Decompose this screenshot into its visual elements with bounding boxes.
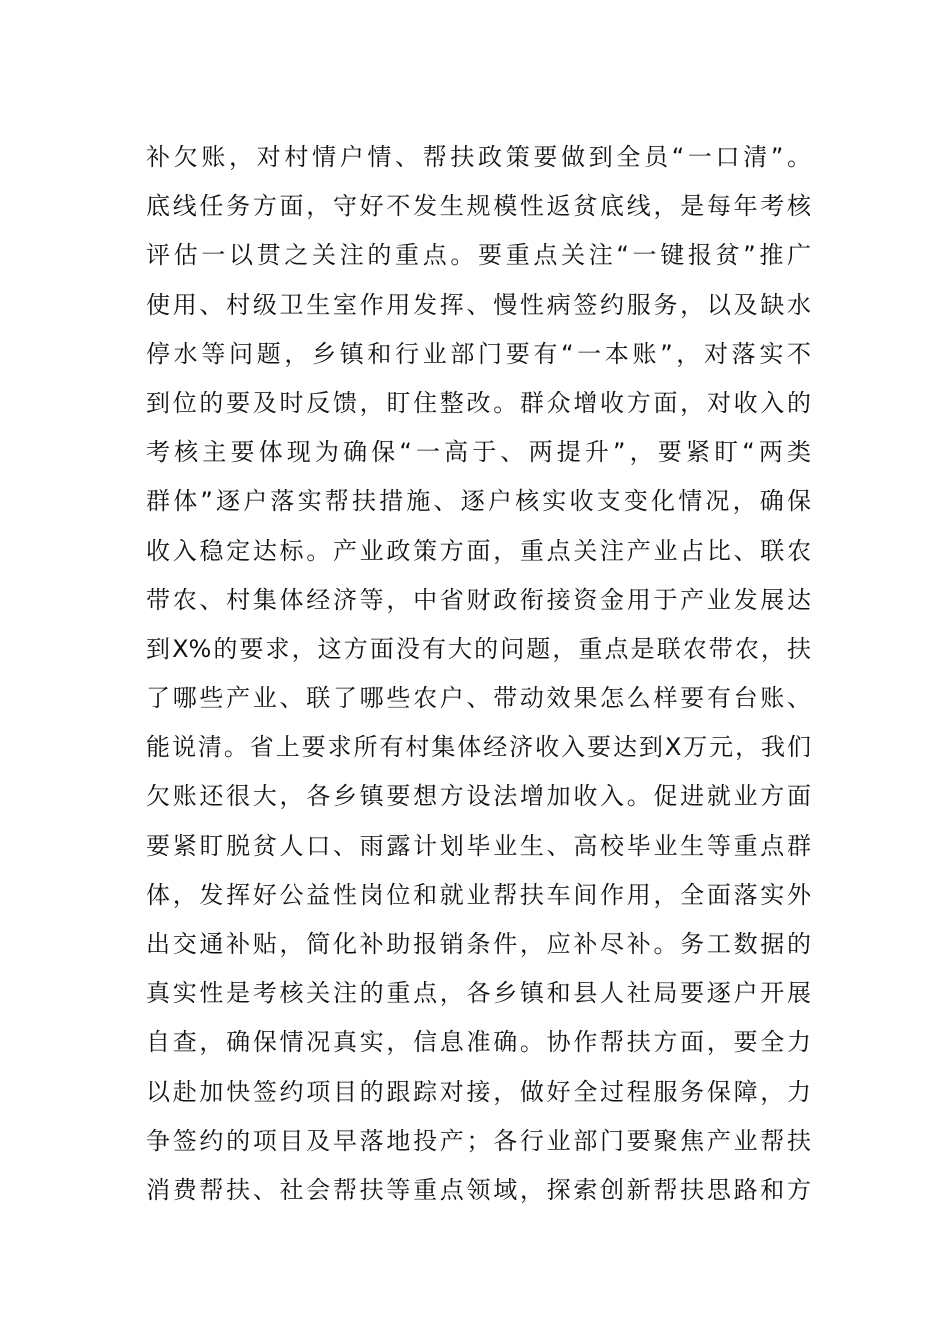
text-line: 以赴加快签约项目的跟踪对接，做好全过程服务保障，力 — [146, 1077, 811, 1106]
text-line: 使用、村级卫生室作用发挥、慢性病签约服务，以及缺水 — [146, 290, 811, 319]
text-line: 体，发挥好公益性岗位和就业帮扶车间作用，全面落实外 — [146, 880, 811, 909]
text-line: 补欠账，对村情户情、帮扶政策要做到全员“一口清”。 — [146, 143, 811, 171]
text-line: 欠账还很大，各乡镇要想方设法增加收入。促进就业方面 — [146, 782, 811, 811]
text-line: 要紧盯脱贫人口、雨露计划毕业生、高校毕业生等重点群 — [146, 831, 811, 860]
text-line: 争签约的项目及早落地投产；各行业部门要聚焦产业帮扶 — [146, 1126, 811, 1155]
text-line: 停水等问题，乡镇和行业部门要有“一本账”，对落实不 — [146, 339, 811, 368]
text-line: 考核主要体现为确保“一高于、两提升”，要紧盯“两类 — [146, 438, 811, 467]
text-line: 评估一以贯之关注的重点。要重点关注“一键报贫”推广 — [146, 241, 811, 270]
text-line: 了哪些产业、联了哪些农户、带动效果怎么样要有台账、 — [146, 684, 811, 713]
text-line: 带农、村集体经济等，中省财政衔接资金用于产业发展达 — [146, 585, 811, 614]
text-line: 群体”逐户落实帮扶措施、逐户核实收支变化情况，确保 — [146, 487, 811, 516]
text-line: 到X%的要求，这方面没有大的问题，重点是联农带农，扶 — [146, 634, 811, 663]
text-line: 底线任务方面，守好不发生规模性返贫底线，是每年考核 — [146, 192, 811, 221]
text-line: 消费帮扶、社会帮扶等重点领域，探索创新帮扶思路和方 — [146, 1175, 811, 1204]
text-line: 能说清。省上要求所有村集体经济收入要达到X万元，我们 — [146, 733, 811, 762]
text-line: 自查，确保情况真实，信息准确。协作帮扶方面，要全力 — [146, 1028, 811, 1057]
text-line: 到位的要及时反馈，盯住整改。群众增收方面，对收入的 — [146, 388, 811, 417]
text-line: 出交通补贴，简化补助报销条件，应补尽补。务工数据的 — [146, 930, 811, 958]
body-text — [146, 133, 811, 1215]
text-line: 真实性是考核关注的重点，各乡镇和县人社局要逐户开展 — [146, 979, 811, 1008]
text-line: 收入稳定达标。产业政策方面，重点关注产业占比、联农 — [146, 536, 811, 565]
